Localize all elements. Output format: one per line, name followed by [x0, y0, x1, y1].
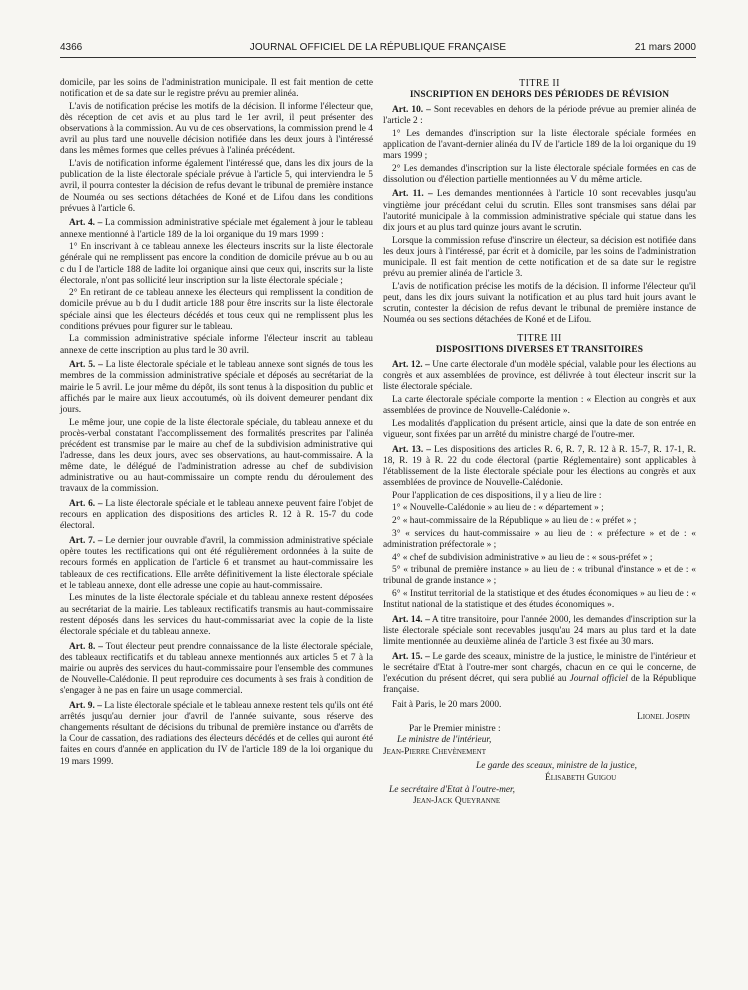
paragraph: Pour l'application de ces dispositions, il y a lieu de lire : — [392, 490, 602, 501]
article-heading: Art. 4. – — [69, 218, 103, 229]
place-date: Fait à Paris, le 20 mars 2000. — [392, 700, 502, 711]
issue-date: 21 mars 2000 — [634, 42, 696, 53]
paragraph: 3° « services du haut-commissaire » au lieu de : « préfecture » et de : « administration préfectorale » ; — [383, 528, 696, 550]
article-heading: Art. 9. – — [69, 700, 102, 711]
paragraph: 1° « Nouvelle-Calédonie » au lieu de : « département » ; — [392, 503, 604, 514]
article-6 — [60, 499, 373, 532]
page-number: 4366 — [60, 42, 83, 53]
article-15 — [383, 652, 696, 697]
article-13 — [383, 445, 696, 490]
paragraph: Le même jour, une copie de la liste électorale spéciale, du tableau annexe et du procès-verbal constatant l'accomplissement des formalités prescrites par l'alinéa précédent est transmise par le maire au chef de la subdivision administrative qui l'adresse, dans les deux jours, avec ses observations, au haut-commissaire. A la même date, le délégué de l'administration adresse au chef de subdivision administrative ou au haut-commissaire un compte rendu du déroulement des travaux de la commission. — [60, 417, 373, 495]
journal-title: JOURNAL OFFICIEL DE LA RÉPUBLIQUE FRANÇAISE — [249, 42, 507, 53]
signatory-title: Le garde des sceaux, ministre de la justice, — [476, 761, 637, 772]
paragraph: 5° « tribunal de première instance » au lieu de : « tribunal d'instance » et de : « tribunal de grande instance » ; — [383, 565, 696, 587]
article-12 — [383, 360, 696, 393]
signatory-name: Élisabeth Guigou — [545, 773, 617, 784]
article-9 — [60, 701, 373, 768]
article-5 — [60, 360, 373, 416]
section-subtitle: INSCRIPTION EN DEHORS DES PÉRIODES DE RÉVISION — [409, 90, 670, 101]
article-11 — [383, 189, 696, 234]
article-text: La liste électorale spéciale et le tableau annexe peuvent faire l'objet de recours en application des dispositions des articles R. 12 à R. 15-7 du code électoral. — [60, 499, 373, 532]
article-8 — [60, 642, 373, 698]
article-10 — [383, 105, 696, 127]
paragraph: 2° Les demandes d'inscription sur la liste électorale spéciale formées en cas de dissolution ou d'élection partielle mentionnées au V du même article. — [383, 163, 696, 185]
paragraph: 4° « chef de subdivision administrative » au lieu de : « sous-préfet » ; — [392, 552, 653, 563]
signature-block — [383, 700, 696, 807]
article-heading: Art. 6. – — [69, 499, 103, 510]
paragraph: 6° « Institut territorial de la statistique et des études économiques » au lieu de : « Institut national de la statistique et des études économiques ». — [383, 589, 696, 611]
article-4 — [60, 218, 373, 240]
paragraph: La commission administrative spéciale informe l'électeur inscrit au tableau annexe de cette inscription au plus tard le 30 avril. — [60, 334, 373, 356]
article-heading: Art. 5. – — [69, 360, 103, 371]
paragraph: Les minutes de la liste électorale spéciale et du tableau annexe restent déposées au secrétariat de la mairie. Les tableaux rectificatifs transmis au haut-commissaire restent déposés dans les services du haut-commissariat avec la copie de la liste électorale spéciale et du tableau annexe. — [60, 593, 373, 637]
article-heading: Art. 10. – — [392, 104, 431, 115]
paragraph: 2° En retirant de ce tableau annexe les électeurs qui remplissent la condition de domicile prévue au b du I dudit article 188 pour être inscrits sur la liste électorale spéciale ainsi que les électeurs décédés et tous ceux qui ne remplissent plus les conditions prévues pour figurer sur le tableau. — [60, 288, 373, 332]
article-heading: Art. 11. – — [392, 189, 433, 200]
article-text: Sont recevables en dehors de la période prévue au premier alinéa de l'article 2 : — [383, 104, 696, 126]
paragraph: 1° En inscrivant à ce tableau annexe les électeurs inscrits sur la liste électorale générale qui ne remplissent pas encore la condition de domicile prévue au b ou au c du I de l'article 188 de ladite loi organique ainsi que ceux qui, inscrits sur la liste électorale, n'ont pas sollicité leur inscription sur la liste électorale spéciale ; — [60, 242, 373, 286]
article-text: La liste électorale spéciale et le tableau annexe restent tels qu'ils ont été arrêtés jusqu'au dernier jour d'avril de l'année suivante, sous réserve des changements résultant de décisions du tribunal de première instance ou d'arrêts de la Cour de cassation, des radiations des électeurs décédés et de celles qui auront été faites en cours d'année en application du IV de l'article 189 de la loi organique du 19 mars 1999. — [60, 700, 373, 767]
paragraph: L'avis de notification informe également l'intéressé que, dans les dix jours de la publication de la liste électorale spéciale prévue à l'article 5, qui interviendra le 5 avril, il pourra contester la décision de refus devant le tribunal de première instance de Nouméa ou ses sections détachées de Koné et de Lifou dans les conditions prévues à l'article 6. — [60, 159, 373, 214]
paragraph: L'avis de notification précise les motifs de la décision. Il informe l'électeur que, dès réception de cet avis et au plus tard le 1er avril, il peut présenter des observations à la commission. Au vu de ces observations, la commission prend le 4 avril au plus tard une nouvelle décision notifiée dans les deux jours à l'intéressé dans les mêmes formes que celles prévues à l'alinéa précédent. — [60, 101, 373, 157]
article-text: Une carte électorale d'un modèle spécial, valable pour les élections au congrès et aux assemblées de province, est délivrée à tout électeur inscrit sur la liste électorale spéciale. — [383, 360, 697, 393]
section-title: TITRE III — [517, 333, 562, 345]
article-heading: Art. 14. – — [392, 614, 430, 625]
paragraph: Les modalités d'application du présent article, ainsi que la date de son entrée en vigueur, sont fixées par un arrêté du ministre chargé de l'outre-mer. — [383, 418, 696, 441]
right-column — [383, 78, 696, 808]
paragraph: La carte électorale spéciale comporte la mention : « Election au congrès et aux assemblées de province de Nouvelle-Calédonie ». — [383, 395, 696, 417]
article-heading: Art. 15. – — [392, 651, 430, 662]
signature-preamble: Par le Premier ministre : — [409, 723, 501, 734]
signatory-title: Le secrétaire d'Etat à l'outre-mer, — [389, 784, 515, 795]
article-14 — [383, 615, 696, 648]
paragraph: L'avis de notification précise les motifs de la décision. Il informe l'électeur qu'il peut, dans les dix jours suivant la notification et au plus tard huit jours avant le scrutin, contester la décision de refus devant le tribunal de première instance de Nouméa ou ses sections détachées de Koné et de Lifou. — [383, 281, 696, 326]
section-subtitle: DISPOSITIONS DIVERSES ET TRANSITOIRES — [435, 345, 644, 356]
article-heading: Art. 13. – — [392, 444, 431, 455]
signatory-pm: Lionel Jospin — [637, 712, 690, 723]
signatory-name: Jean-Pierre Chevènement — [383, 746, 487, 757]
journal-officiel-italic: Journal officiel — [569, 674, 628, 685]
left-column — [60, 78, 373, 769]
article-text: Les dispositions des articles R. 6, R. 7, R. 12 à R. 15-7, R. 17-1, R. 18, R. 19 à R. 22 du code électoral (partie Réglementaire) sont applicables à l'établissement de la liste électorale spéciale pour les élections au congrès et aux assemblées de province de Nouvelle-Calédonie. — [383, 444, 696, 489]
article-heading: Art. 12. – — [392, 360, 430, 371]
article-heading: Art. 7. – — [69, 536, 103, 547]
signatory-name: Jean-Jack Queyranne — [413, 796, 501, 807]
paragraph: 2° « haut-commissaire de la République » au lieu de : « préfet » ; — [392, 516, 637, 527]
article-text: A titre transitoire, pour l'année 2000, les demandes d'inscription sur la liste électorale spéciale sont recevables jusqu'au 24 mars au plus tard et la date limite mentionnée au deuxième alinéa de l'article 3 est fixée au 30 mars. — [383, 614, 697, 648]
paragraph: Lorsque la commission refuse d'inscrire un électeur, sa décision est notifiée dans les deux jours à l'intéressé, par écrit et à domicile, par les soins de l'administration municipale. Il est fait mention de cette notification et de sa date sur le registre prévu au premier alinéa de l'article 3. — [383, 235, 696, 279]
page-header — [60, 42, 696, 56]
article-text: Le garde des sceaux, ministre de la justice, le ministre de l'intérieur et le secrétaire d'Etat à l'outre-mer sont chargés, chacun en ce qui le concerne, de l'exécution du présent décret, qui sera publié au — [383, 651, 696, 685]
section-title: TITRE II — [519, 78, 560, 89]
article-text: Les demandes mentionnées à l'article 10 sont recevables jusqu'au vingtième jour précédant celui du scrutin. Elles sont transmises sans délai par l'autorité municipale à la commission administrative spéciale qui statue dans les dix jours et au plus tard quinze jours avant le scrutin. — [383, 189, 696, 233]
article-text: Tout électeur peut prendre connaissance de la liste électorale spéciale, des tableaux rectificatifs et du tableau annexe mentionnés aux articles 5 et 7 à la mairie ou auprès des services du haut-commissaire pour l'ensemble des communes de Nouvelle-Calédonie. Il peut reproduire ces documents à ses frais à condition de s'engager à ne pas en faire un usage commercial. — [60, 641, 373, 697]
article-text: La liste électorale spéciale et le tableau annexe sont signés de tous les membres de la commission administrative spéciale et déposés au secrétariat de la mairie le 5 avril. Le jour même du dépôt, ils sont tenus à la disposition du public et affichés par le maire aux lieux accoutumés, où ils doivent demeurer pendant dix jours. — [60, 360, 373, 415]
article-text: de la République française. — [383, 674, 696, 696]
signatory-title: Le ministre de l'intérieur, — [397, 735, 492, 746]
paragraph: domicile, par les soins de l'administration municipale. Il est fait mention de cette notification et de sa date sur le registre prévu au premier alinéa. — [60, 78, 373, 100]
article-7 — [60, 536, 373, 592]
article-text: Le dernier jour ouvrable d'avril, la commission administrative spéciale opère toutes les rectifications qui ont été régulièrement ordonnées à la suite de recours formés en application de l'article 6 et transmet au haut-commissaire les tableaux de ces rectifications. Elle arrête définitivement la liste électorale spéciale et le tableau annexe, dont elle adresse une copie au haut-commissaire. — [60, 536, 373, 591]
article-text: La commission administrative spéciale met également à jour le tableau annexe mentionné à l'article 189 de la loi organique du 19 mars 1999 : — [60, 218, 373, 240]
article-heading: Art. 8. – — [69, 641, 103, 652]
paragraph: 1° Les demandes d'inscription sur la liste électorale spéciale formées en application de l'avant-dernier alinéa du IV de l'article 189 de la loi organique du 19 mars 1999 ; — [383, 128, 696, 161]
header-rule — [60, 57, 696, 58]
